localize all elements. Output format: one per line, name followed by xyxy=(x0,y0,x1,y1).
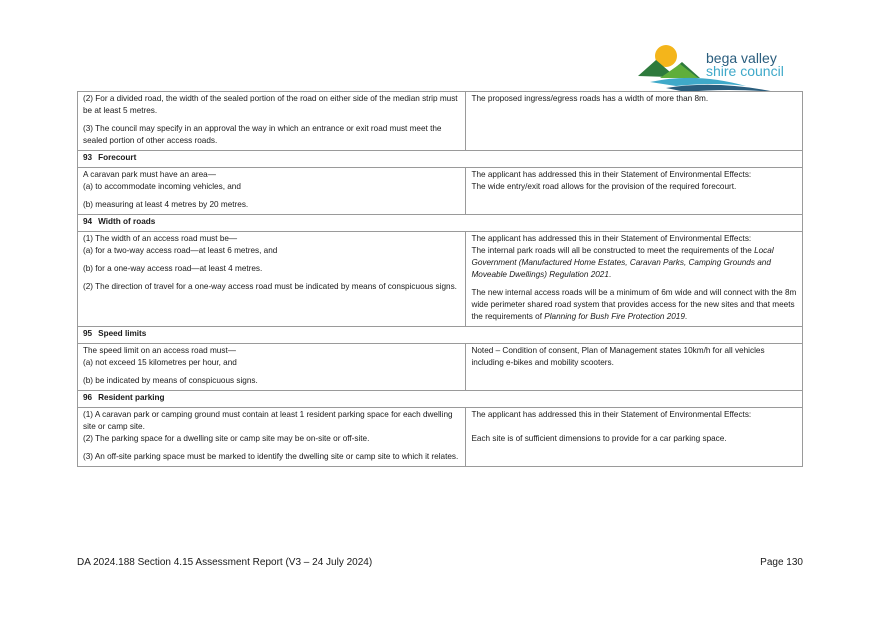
assessment-text: The proposed ingress/egress roads has a width of more than 8m. xyxy=(471,94,709,103)
requirement-text: (a) not exceed 15 kilometres per hour, and xyxy=(83,358,237,367)
requirement-text: A caravan park must have an area— xyxy=(83,170,216,179)
table-row xyxy=(78,408,803,467)
requirement-cell xyxy=(78,344,466,391)
requirement-text: (a) for a two-way access road—at least 6 metres, and xyxy=(83,246,278,255)
requirement-cell xyxy=(78,168,466,215)
section-header xyxy=(78,327,803,344)
document-title: Planning for Bush Fire Protection 2019 xyxy=(544,312,685,321)
requirement-text: (b) for a one-way access road—at least 4 metres. xyxy=(83,264,263,273)
requirement-cell xyxy=(78,92,466,151)
requirement-text: (2) For a divided road, the width of the sealed portion of the road on either side of the median strip must be at least 5 metres. xyxy=(83,94,458,115)
assessment-text: The wide entry/exit road allows for the provision of the required forecourt. xyxy=(471,182,737,191)
requirement-text: (b) be indicated by means of conspicuous signs. xyxy=(83,376,258,385)
logo-wordmark xyxy=(706,52,784,78)
section-header xyxy=(78,151,803,168)
section-header-row xyxy=(78,151,803,168)
section-title: Resident parking xyxy=(98,393,165,402)
assessment-text: The applicant has addressed this in their Statement of Environmental Effects: xyxy=(471,170,752,179)
requirement-text: (2) The parking space for a dwelling site or camp site may be on-site or off-site. xyxy=(83,434,370,443)
requirement-text: The speed limit on an access road must— xyxy=(83,346,236,355)
table-row xyxy=(78,344,803,391)
assessment-text: The applicant has addressed this in their Statement of Environmental Effects: xyxy=(471,410,752,419)
assessment-text: Noted – Condition of consent, Plan of Management states 10km/h for all vehicles including e-bikes and mobility scooters. xyxy=(471,346,765,367)
text-run: . xyxy=(684,312,688,321)
section-header xyxy=(78,215,803,232)
footer-page-number: Page 130 xyxy=(760,557,803,568)
text-run: The new internal access roads will be a minimum of 6m wide and will connect with the 8m wide perimeter shared road system that provides access for the new sites and that meets the requirements of xyxy=(471,288,797,321)
section-header xyxy=(78,391,803,408)
section-header-row xyxy=(78,391,803,408)
section-number: 95 xyxy=(83,329,93,338)
logo-line-2: shire council xyxy=(706,63,784,79)
logo-line-1: bega valley xyxy=(706,50,777,66)
requirement-text: (b) measuring at least 4 metres by 20 metres. xyxy=(83,200,249,209)
requirement-text: (3) The council may specify in an approval the way in which an entrance or exit road must meet the sealed portion of other access roads. xyxy=(83,124,442,145)
section-number: 94 xyxy=(83,217,93,226)
assessment-text xyxy=(471,245,797,281)
assessment-cell xyxy=(466,408,803,467)
section-number: 96 xyxy=(83,393,93,402)
text-run: . xyxy=(608,270,612,279)
section-header-row xyxy=(78,215,803,232)
assessment-text: Each site is of sufficient dimensions to provide for a car parking space. xyxy=(471,434,727,443)
assessment-cell xyxy=(466,232,803,327)
requirement-cell xyxy=(78,232,466,327)
requirement-text: (1) The width of an access road must be— xyxy=(83,234,238,243)
section-number: 93 xyxy=(83,153,93,162)
table-row xyxy=(78,168,803,215)
table-row xyxy=(78,232,803,327)
section-header-row xyxy=(78,327,803,344)
assessment-text xyxy=(471,287,797,323)
requirement-text: (3) An off-site parking space must be marked to identify the dwelling site or camp site to which it relates. xyxy=(83,452,459,461)
text-run: The internal park roads will all be constructed to meet the requirements of the xyxy=(471,246,755,255)
section-title: Width of roads xyxy=(98,217,156,226)
assessment-cell xyxy=(466,92,803,151)
requirement-text: (2) The direction of travel for a one-way access road must be indicated by means of conspicuous signs. xyxy=(83,282,457,291)
requirement-cell xyxy=(78,408,466,467)
regulation-title: Local Government (Manufactured Home Estates, Caravan Parks, Camping Grounds and Moveable Dwellings) Regulation 2021 xyxy=(471,246,774,279)
assessment-cell xyxy=(466,344,803,391)
table-row xyxy=(78,92,803,151)
assessment-cell xyxy=(466,168,803,215)
footer-document-ref: DA 2024.188 Section 4.15 Assessment Report (V3 – 24 July 2024) xyxy=(77,557,373,568)
requirement-text: (1) A caravan park or camping ground must contain at least 1 resident parking space for each dwelling site or camp site. xyxy=(83,410,453,431)
requirement-text: (a) to accommodate incoming vehicles, and xyxy=(83,182,241,191)
section-title: Speed limits xyxy=(98,329,147,338)
compliance-table xyxy=(77,91,803,467)
section-title: Forecourt xyxy=(98,153,137,162)
assessment-text: The applicant has addressed this in their Statement of Environmental Effects: xyxy=(471,234,752,243)
